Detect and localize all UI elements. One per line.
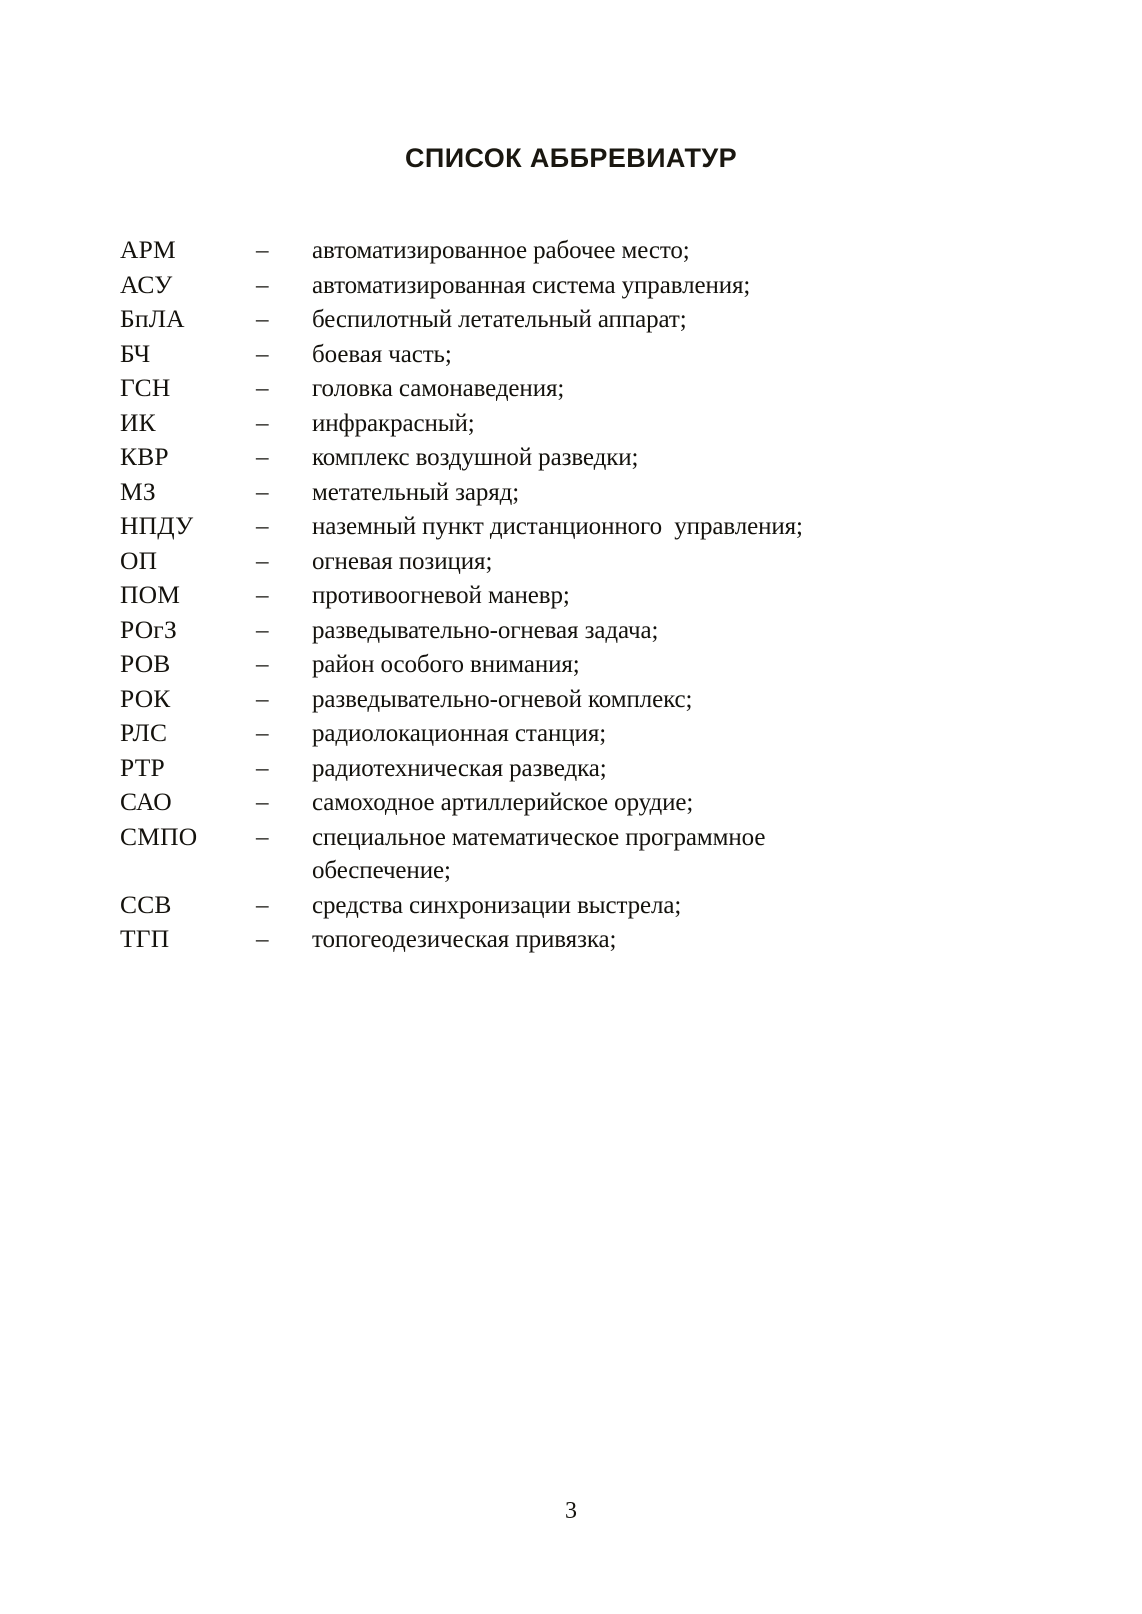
abbreviation-term: РОВ [120, 649, 171, 678]
abbreviation-term: АСУ [120, 269, 173, 299]
abbreviation-definition: разведывательно-огневой комплекс; [312, 685, 693, 713]
abbreviation-term: ОП [120, 545, 158, 575]
abbreviation-definition: средства синхронизации выстрела; [312, 891, 682, 919]
abbreviation-definition: комплекс воздушной разведки; [312, 444, 639, 471]
abbreviation-term: ТГП [120, 924, 170, 953]
abbreviation-term: РЛС [120, 718, 168, 747]
abbreviation-term: АРМ [120, 235, 176, 264]
abbreviation-definition: огневая позиция; [312, 547, 493, 575]
abbreviation-term: ПОМ [120, 580, 181, 609]
abbreviation-separator-dash: – [256, 823, 269, 851]
abbreviation-term: НПДУ [120, 511, 194, 540]
abbreviation-definition: наземный пункт дистанционного управления; [312, 513, 803, 540]
abbreviation-separator-dash: – [256, 237, 269, 264]
abbreviation-separator-dash: – [256, 754, 269, 782]
abbreviation-definition: противоогневой маневр; [312, 582, 570, 609]
abbreviation-definition: топогеодезическая привязка; [312, 926, 617, 953]
abbreviation-separator-dash: – [256, 409, 269, 437]
abbreviation-row [120, 406, 1020, 441]
abbreviation-list [120, 233, 1020, 957]
abbreviation-term: РТР [120, 752, 165, 782]
abbreviation-separator-dash: – [256, 375, 269, 402]
abbreviation-definition: боевая часть; [312, 340, 452, 368]
abbreviation-definition: радиолокационная станция; [312, 720, 607, 747]
abbreviation-separator-dash: – [256, 582, 269, 609]
abbreviation-row [120, 509, 1020, 544]
abbreviation-term: ИК [120, 407, 156, 437]
abbreviation-separator-dash: – [256, 926, 269, 953]
abbreviation-row [120, 751, 1020, 786]
abbreviation-separator-dash: – [256, 685, 269, 713]
abbreviation-definition: разведывательно-огневая задача; [312, 616, 659, 644]
abbreviation-definition: инфракрасный; [312, 409, 475, 437]
abbreviation-row [120, 820, 1020, 855]
abbreviation-row [120, 302, 1020, 337]
abbreviation-row [120, 371, 1020, 406]
abbreviation-definition: обеспечение; [312, 857, 451, 884]
abbreviation-row [120, 578, 1020, 613]
abbreviation-separator-dash: – [256, 891, 269, 919]
abbreviation-definition: метательный заряд; [312, 478, 520, 506]
abbreviation-term: РОгЗ [120, 614, 177, 644]
abbreviation-term: МЗ [120, 476, 156, 506]
abbreviation-definition: автоматизированная система управления; [312, 271, 751, 299]
abbreviation-term: СМПО [120, 821, 198, 851]
abbreviation-definition: головка самонаведения; [312, 375, 565, 402]
abbreviation-row [120, 233, 1020, 268]
abbreviation-term: САО [120, 787, 172, 816]
abbreviation-term: ССВ [120, 889, 172, 919]
abbreviation-definition: автоматизированное рабочее место; [312, 237, 690, 264]
abbreviation-separator-dash: – [256, 651, 269, 678]
abbreviation-separator-dash: – [256, 306, 269, 333]
abbreviation-term: РОК [120, 683, 171, 713]
abbreviation-separator-dash: – [256, 720, 269, 747]
abbreviation-row [120, 268, 1020, 303]
abbreviation-term: БпЛА [120, 304, 185, 333]
page-title: СПИСОК АББРЕВИАТУР [404, 143, 737, 174]
abbreviation-row [120, 716, 1020, 751]
abbreviation-separator-dash: – [256, 789, 269, 816]
abbreviation-term: КВР [120, 442, 169, 471]
abbreviation-row [120, 922, 1020, 957]
abbreviation-separator-dash: – [256, 616, 269, 644]
abbreviation-separator-dash: – [256, 547, 269, 575]
abbreviation-term: БЧ [120, 338, 151, 368]
abbreviation-definition: беспилотный летательный аппарат; [312, 306, 687, 333]
abbreviation-separator-dash: – [256, 513, 269, 540]
abbreviation-separator-dash: – [256, 444, 269, 471]
abbreviation-row [120, 337, 1020, 372]
abbreviation-separator-dash: – [256, 478, 269, 506]
abbreviation-row [120, 785, 1020, 820]
page-number: 3 [565, 1498, 577, 1524]
abbreviation-row [120, 647, 1020, 682]
abbreviation-continuation-row [120, 854, 1020, 888]
abbreviation-separator-dash: – [256, 271, 269, 299]
abbreviation-definition: радиотехническая разведка; [312, 754, 607, 782]
abbreviation-definition: специальное математическое программное [312, 823, 766, 851]
abbreviation-term: ГСН [120, 373, 171, 402]
abbreviation-row [120, 544, 1020, 579]
abbreviation-row [120, 440, 1020, 475]
abbreviation-row [120, 682, 1020, 717]
abbreviation-definition: самоходное артиллерийское орудие; [312, 789, 694, 816]
abbreviation-separator-dash: – [256, 340, 269, 368]
abbreviation-row [120, 475, 1020, 510]
abbreviation-row [120, 613, 1020, 648]
abbreviation-row [120, 888, 1020, 923]
abbreviation-definition: район особого внимания; [312, 651, 580, 678]
